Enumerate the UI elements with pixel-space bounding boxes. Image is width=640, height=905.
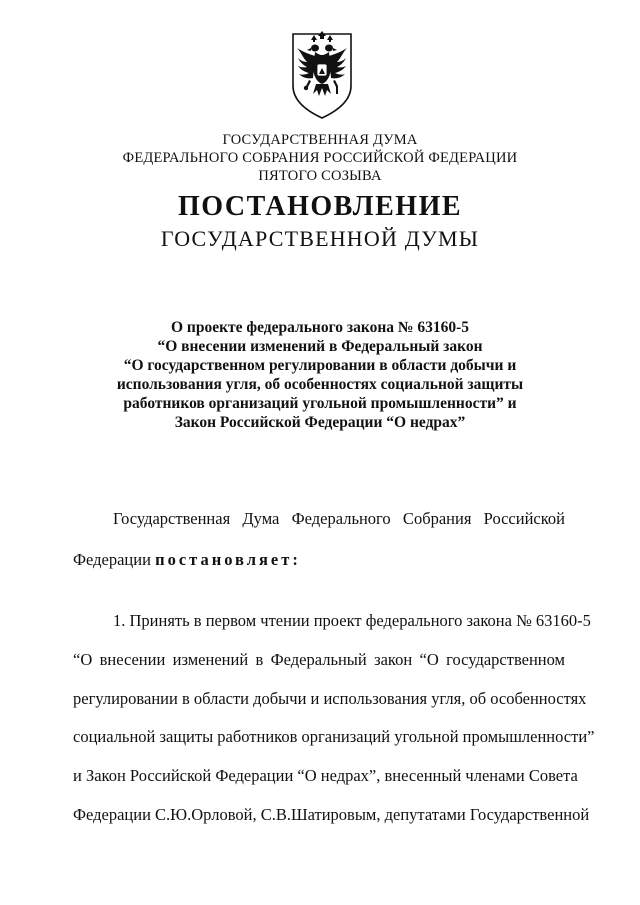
body-line: и Закон Российской Федерации “О недрах”, внесенный членами Совета [73,766,578,785]
org-convocation: ПЯТОГО СОЗЫВА [258,168,382,184]
about-line: Закон Российской Федерации “О недрах” [174,414,466,431]
body-line: регулировании в области добычи и использования угля, об особенностях [73,689,587,708]
body-line: “О внесении изменений в Федеральный закон “О государственном [73,650,565,669]
document-subtitle: ГОСУДАРСТВЕННОЙ ДУМЫ [160,226,480,251]
preamble-line-2 [73,550,565,570]
about-line: “О государственном регулировании в области добычи и [123,357,517,374]
russian-coat-of-arms-icon [289,28,355,122]
preamble-line-2-start: Федерации [73,550,156,569]
body-line: социальной защиты работников организаций угольной промышленности” [73,727,595,746]
about-line: использования угля, об особенностях социальной защиты [116,376,524,393]
about-line: О проекте федерального закона № 63160-5 [170,319,469,336]
org-name-line-1: ГОСУДАРСТВЕННАЯ ДУМА [222,132,418,148]
document-title: ПОСТАНОВЛЕНИЕ [177,191,463,222]
resolves-word: постановляет: [155,550,301,569]
body-line: Федерации С.Ю.Орловой, С.В.Шатировым, депутатами Государственной [73,805,590,824]
about-line: “О внесении изменений в Федеральный закон [157,338,483,355]
about-line: работников организаций угольной промышленности” и [123,395,517,412]
preamble-line-1: Государственная Дума Федерального Собрания Российской [113,509,565,528]
body-line: 1. Принять в первом чтении проект федерального закона № 63160-5 [113,611,591,630]
org-name-line-2: ФЕДЕРАЛЬНОГО СОБРАНИЯ РОССИЙСКОЙ ФЕДЕРАЦИИ [122,150,518,166]
